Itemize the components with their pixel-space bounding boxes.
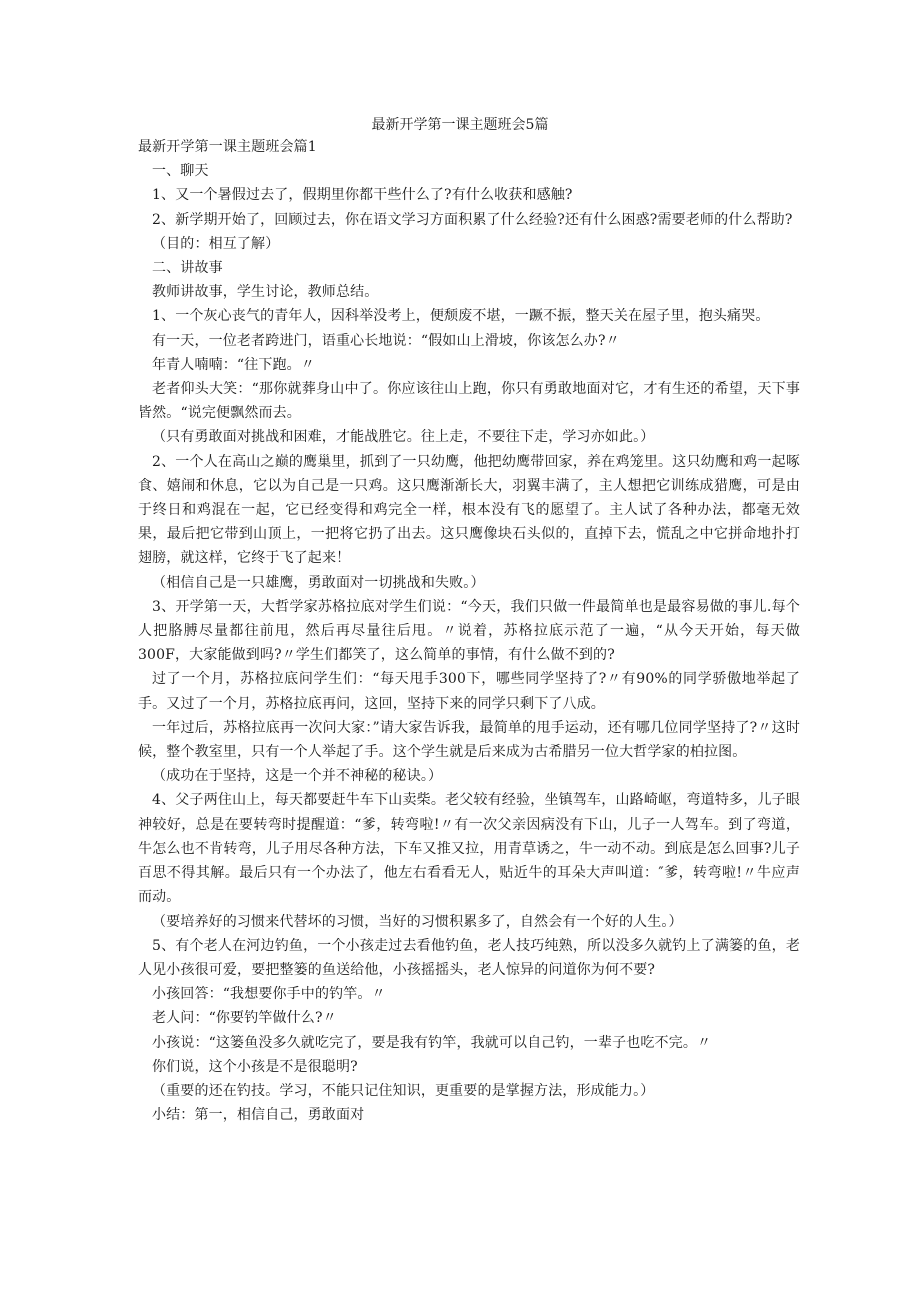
- paragraph: 小孩说：“这篓鱼没多久就吃完了，要是我有钓竿，我就可以自己钓，一辈子也吃不完。〃: [152, 1034, 712, 1051]
- document-body: [138, 135, 800, 1127]
- paragraph: （只有勇敢面对挑战和困难，才能战胜它。往上走，不要往下走，学习亦如此。）: [152, 429, 655, 446]
- paragraph: 过了一个月，苏格拉底问学生们：“每天甩手300下，哪些同学坚持了?〃有90%的同学骄傲地举起了手。又过了一个月，苏格拉底再问，这回，坚持下来的同学只剩下了八成。: [138, 671, 800, 712]
- paragraph: 有一天，一位老者跨进门，语重心长地说：“假如山上滑坡，你该怎么办?〃: [152, 332, 620, 349]
- paragraph: 3、开学第一天，大哲学家苏格拉底对学生们说：“今天，我们只做一件最简单也是最容易做的事儿.每个人把胳膊尽量都往前甩，然后再尽量往后甩。〃说着，苏格拉底示范了一遍，“从今天开始，每天做300F，大家能做到吗?〃学生们都笑了，这么简单的事情，有什么做不到的?: [138, 598, 800, 664]
- paragraph: 老人问：“你要钓竿做什么?〃: [152, 1010, 337, 1027]
- paragraph: （要培养好的习惯来代替坏的习惯，当好的习惯积累多了，自然会有一个好的人生。）: [152, 913, 683, 930]
- paragraph: （重要的还在钓技。学习，不能只记住知识，更重要的是掌握方法，形成能力。）: [152, 1082, 655, 1099]
- paragraph: 4、父子两住山上，每天都要赶牛车下山卖柴。老父较有经验，坐镇驾车，山路崎岖，弯道特多，儿子眼神较好，总是在要转弯时提醒道：“爹，转弯啦!〃有一次父亲因病没有下山，儿子一人驾车。到了弯道，牛怎么也不肯转弯，儿子用尽各种方法，下车又推又拉，用青草诱之，牛一动不动。到底是怎么回事?儿子百思不得其解。最后只有一个办法了，他左右看看无人，贴近牛的耳朵大声叫道：″爹，转弯啦!〃牛应声而动。: [138, 792, 800, 906]
- paragraph: 2、新学期开始了，回顾过去，你在语文学习方面积累了什么经验?还有什么困惑?需要老师的什么帮助?: [152, 211, 793, 228]
- paragraph: 你们说，这个小孩是不是很聪明?: [152, 1058, 358, 1075]
- paragraph: 一年过后，苏格拉底再一次问大家：”请大家告诉我，最简单的甩手运动，还有哪几位同学坚持了?〃这时候，整个教室里，只有一个人举起了手。这个学生就是后来成为古希腊另一位大哲学家的柏拉图。: [138, 719, 800, 761]
- paragraph: 1、一个灰心丧气的青年人，因科举没考上，便颓废不堪，一蹶不振，整天关在屋子里，抱头痛哭。: [152, 308, 770, 325]
- paragraph: （相信自己是一只雄鹰，勇敢面对一切挑战和失败。）: [152, 574, 485, 591]
- document-title: 最新开学第一课主题班会5篇: [371, 117, 549, 133]
- paragraph: 年青人喃喃：“往下跑。〃: [152, 356, 315, 373]
- paragraph: 老者仰头大笑：“那你就葬身山中了。你应该往山上跑，你只有勇敢地面对它，才有生还的希望，天下事皆然。“说完便飘然而去。: [138, 381, 800, 422]
- paragraph: 小结：第一，相信自己，勇敢面对: [152, 1107, 365, 1124]
- paragraph: 二、讲故事: [152, 260, 223, 277]
- paragraph: 2、一个人在高山之巅的鹰巢里，抓到了一只幼鹰，他把幼鹰带回家，养在鸡笼里。这只幼鹰和鸡一起啄食、嬉闹和休息，它以为自己是一只鸡。这只鹰渐渐长大，羽翼丰满了，主人想把它训练成猎鹰，可是由于终日和鸡混在一起，它已经变得和鸡完全一样，根本没有飞的愿望了。主人试了各种办法，都毫无效果，最后把它带到山顶上，一把将它扔了出去。这只鹰像块石头似的，直掉下去，慌乱之中它拼命地扑打翅膀，就这样，它终于飞了起来！: [138, 453, 800, 567]
- paragraph: 教师讲故事，学生讨论，教师总结。: [152, 284, 379, 301]
- section-heading: 最新开学第一课主题班会篇1: [138, 139, 317, 155]
- paragraph: 一、聊天: [152, 163, 209, 180]
- paragraph: 小孩回答：“我想要你手中的钓竿。〃: [152, 986, 386, 1003]
- paragraph: 5、有个老人在河边钓鱼，一个小孩走过去看他钓鱼，老人技巧纯熟，所以没多久就钓上了满篓的鱼，老人见小孩很可爱，要把整篓的鱼送给他，小孩摇摇头，老人惊异的问道你为何不要?: [138, 937, 800, 978]
- paragraph: （成功在于坚持，这是一个并不神秘的秘诀。）: [152, 768, 443, 785]
- paragraph: 1、又一个暑假过去了，假期里你都干些什么了?有什么收获和感触?: [152, 187, 573, 204]
- paragraph: （目的：相互了解）: [152, 235, 280, 252]
